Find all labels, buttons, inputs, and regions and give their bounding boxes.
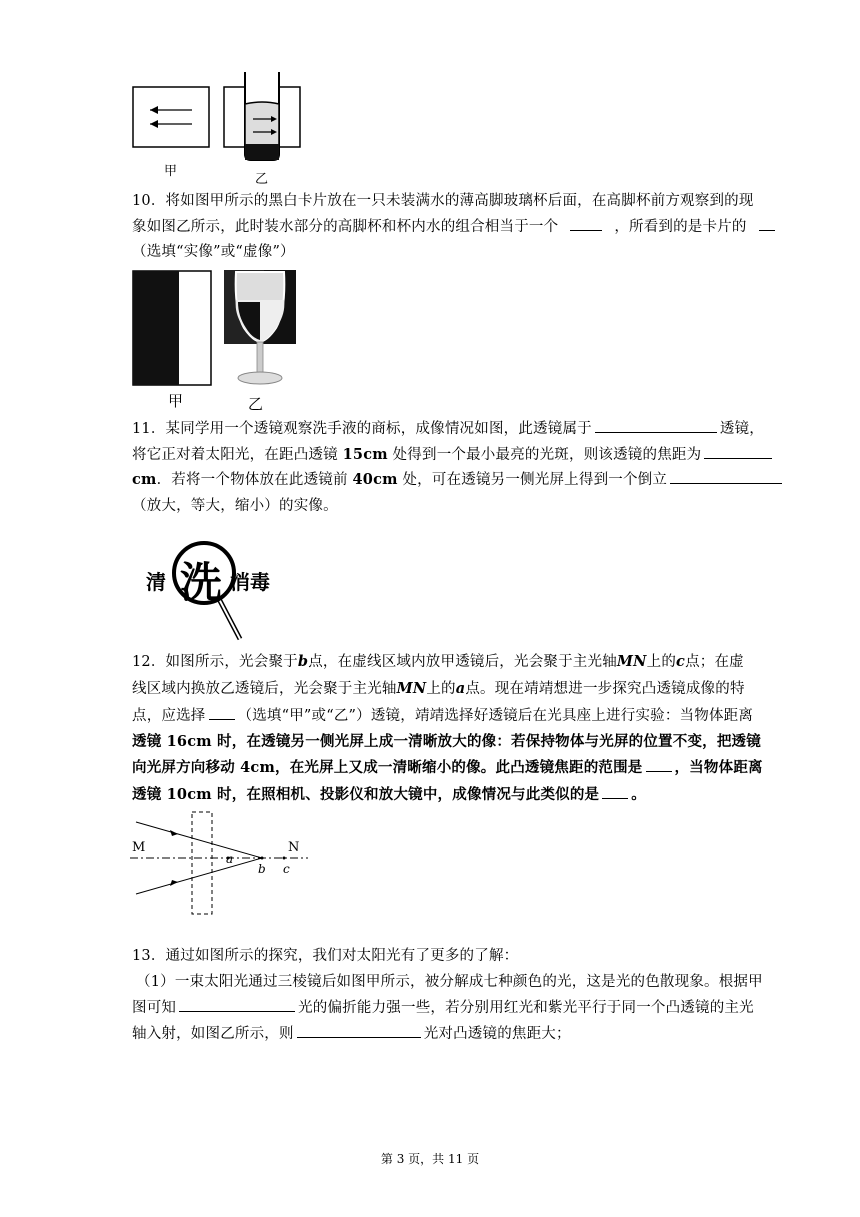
q11-line3-text-d: 处，可在透镜另一侧光屏上得到一个倒立 <box>402 472 668 488</box>
q12-l6b: 。 <box>631 786 646 803</box>
q12-l1e: 上的 <box>646 654 677 670</box>
q12-l2e: 点。现在靖靖想进一步探究凸透镜成像的特 <box>465 681 745 697</box>
logo-text-right: 消毒 <box>230 570 270 594</box>
label-n: N <box>288 840 300 855</box>
q13-line4b: 光对凸透镜的焦距大； <box>423 1026 571 1042</box>
q13-blank-1[interactable] <box>179 997 295 1012</box>
q12-l6a: 透镜 10cm 时，在照相机、投影仪和放大镜中，成像情况与此类似的是 <box>132 786 600 803</box>
logo-text-left: 清 <box>146 570 166 594</box>
figure-glass-arrows <box>223 72 301 162</box>
q12-point-c: c <box>676 653 686 670</box>
q12-line1 <box>132 651 744 673</box>
q10-line1: 10．将如图甲所示的黑白卡片放在一只未装满水的薄高脚玻璃杯后面，在高脚杯前方观察到的现 <box>132 193 754 209</box>
q12-axis-mn-2: MN <box>396 680 427 697</box>
q13-blank-2[interactable] <box>297 1023 421 1038</box>
q12-l5: 向光屏方向移动 4cm，在光屏上又成一清晰缩小的像。此凸透镜焦距的范围是 <box>132 759 643 776</box>
q11-line3-text-b: ．若将一个物体放在此透镜前 <box>156 472 348 488</box>
q12-l1c: 点，在虚线区域内放甲透镜后，光会聚于主光轴 <box>308 654 617 670</box>
q12-point-b: b <box>297 653 309 670</box>
label-m: M <box>132 840 146 855</box>
q13-line3b: 光的偏折能力强一些，若分别用红光和紫光平行于同一个凸透镜的主光 <box>298 1000 754 1016</box>
q12-blank-1[interactable] <box>209 705 235 720</box>
q11-line2-text-c: 处得到一个最小最亮的光斑，则该透镜的焦距为 <box>392 447 702 463</box>
q12-blank-3[interactable] <box>602 784 628 799</box>
q11-line2-text-a: 将它正对着太阳光，在距凸透镜 <box>132 447 338 463</box>
q12-blank-2[interactable] <box>646 757 672 772</box>
q12-axis-mn: MN <box>616 653 647 670</box>
q13-line1: 13．通过如图所示的探究，我们对太阳光有了更多的了解： <box>132 948 519 964</box>
q11-line4: （放大，等大，缩小）的实像。 <box>132 498 338 514</box>
figure-arrows-card <box>132 86 210 148</box>
logo-text-center: 洗 <box>180 558 223 607</box>
caption-yi-2: 乙 <box>248 395 264 413</box>
q12-l3b: （选填“甲”或“乙”）透镜，靖靖选择好透镜后在光具座上进行实验：当物体距离 <box>237 708 754 724</box>
q12-l3a: 点，应选择 <box>132 708 206 724</box>
q12-line3 <box>132 705 753 727</box>
figure-wine-glass <box>224 270 296 388</box>
q11-40cm: 40cm <box>352 471 398 488</box>
q10-line2-text-a: 象如图乙所示，此时装水部分的高脚杯和杯内水的组合相当于一个 <box>132 219 559 235</box>
page-footer: 第 3 页，共 11 页 <box>380 1152 480 1166</box>
label-c: c <box>283 862 290 876</box>
q13-line2: （1）一束太阳光通过三棱镜后如图甲所示，被分解成七种颜色的光，这是光的色散现象。根据甲 <box>136 974 763 990</box>
q12-l2a: 线区域内换放乙透镜后，光会聚于主光轴 <box>132 681 397 697</box>
q11-line3 <box>132 469 782 491</box>
q12-l1g: 点；在虚 <box>685 654 744 670</box>
q10-line2 <box>132 216 778 238</box>
q12-line2 <box>132 678 745 700</box>
q11-line1-text-b: 透镜， <box>719 421 764 437</box>
q12-point-a: a <box>455 680 466 697</box>
figure-bw-card <box>132 270 212 386</box>
q11-blank-1[interactable] <box>595 418 717 433</box>
q12-line6 <box>132 784 646 806</box>
q10-line2-text-b: ，所看到的是卡片的 <box>614 219 747 235</box>
q11-blank-3[interactable] <box>670 469 782 484</box>
caption-jia-2: 甲 <box>168 392 184 410</box>
q10-blank-1[interactable] <box>570 216 602 231</box>
q10-line3: （选填“实像”或“虚像”） <box>132 244 295 260</box>
q11-15cm: 15cm <box>342 446 388 463</box>
label-a: a <box>226 852 234 866</box>
caption-yi: 乙 <box>255 172 269 187</box>
caption-jia: 甲 <box>164 164 178 179</box>
q10-blank-2[interactable] <box>759 216 775 231</box>
q11-blank-2[interactable] <box>704 444 772 459</box>
label-b: b <box>258 862 266 876</box>
q11-cm: cm <box>132 471 157 488</box>
q13-line3 <box>132 997 754 1019</box>
q13-line4a: 轴入射，如图乙所示，则 <box>132 1026 294 1042</box>
q12-line4: 透镜 16cm 时，在透镜另一侧光屏上成一清晰放大的像：若保持物体与光屏的位置不变，把透镜 <box>132 733 761 750</box>
q12-l5b: ，当物体距离 <box>674 759 763 776</box>
q11-line2 <box>132 444 772 466</box>
q11-line1 <box>132 418 764 440</box>
q13-line4 <box>132 1023 571 1045</box>
q13-line3a: 图可知 <box>132 1000 177 1016</box>
q12-l1a: 12．如图所示，光会聚于 <box>132 654 298 670</box>
q11-line1-text-a: 11．某同学用一个透镜观察洗手液的商标，成像情况如图，此透镜属于 <box>132 421 592 437</box>
q12-l2c: 上的 <box>426 681 456 697</box>
q12-line5 <box>132 757 763 779</box>
